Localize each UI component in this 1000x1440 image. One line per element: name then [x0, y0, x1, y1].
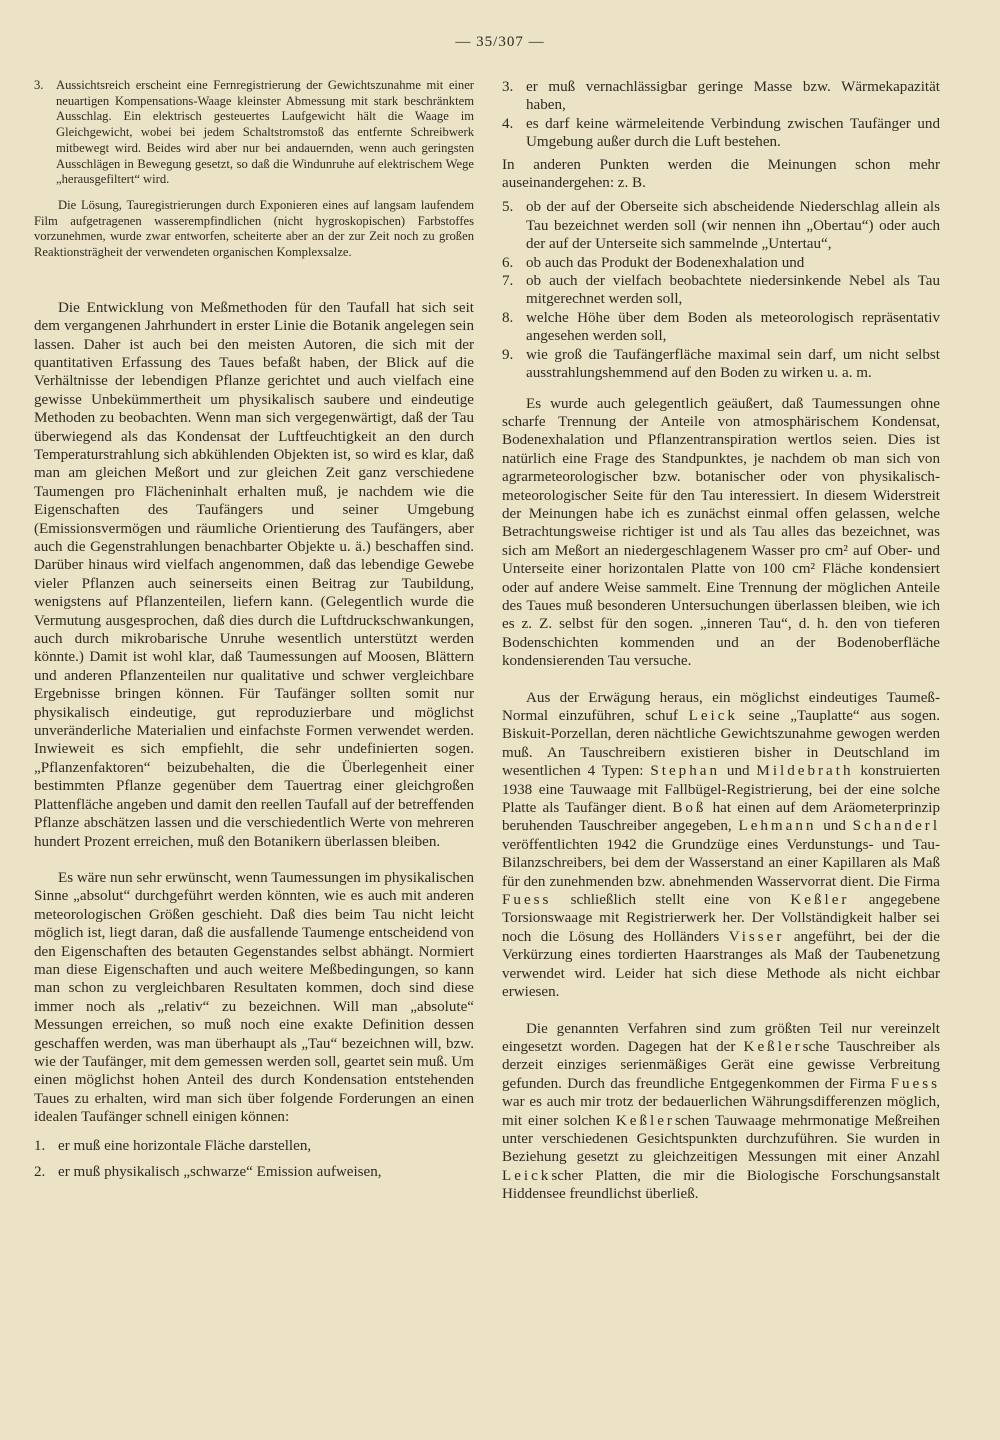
list-number: 2. [34, 1164, 46, 1181]
author-name: Boß [672, 800, 707, 817]
paragraph: Die Entwicklung von Meßmethoden für den Taufall hat sich seit dem vergangenen Jahrhundert in erster Linie die Botanik angelegen sein lassen. Daher ist auch bei den meisten Autoren, die sich mit der quantitativen Erfassung des Taues befaßt haben, der Blick auf die Verhältnisse der lebendigen Pflanze gerichtet und auch vielfach eine gewisse Unbekümmertheit um physikalisch saubere und eindeutige Methoden zu beobachten. Wenn man sich vergegenwärtigt, daß der Tau überwiegend als das Kondensat der Luftfeuchtigkeit an den durch Temperaturstrahlung sich abkühlenden Objekten ist, so wird es klar, daß man am gleichen Meßort und zur gleichen Zeit ganz verschiedene Taumengen pro Flächeninhalt erhalten muß, je nachdem wie die Eigenschaften des Taufängers und seiner Umgebung (Emissionsvermögen und räumliche Orientierung des Taufängers, aber auch die Gegenstrahlungen benachbarter Objekte u. ä.) beschaffen sind. Darüber hinaus wird vielfach angenommen, daß das lebendige Gewebe vieler Pflanzen auch seinerseits einen Beitrag zur Taubildung, wenigstens auf Pflanzenteilen, liefern kann. (Gelegentlich wurde die Vermutung ausgesprochen, daß dies durch die Luftdruckschwankungen, auch durch mikrobarische Unruhe wesentlich unterstützt werden könnte.) Damit ist wohl klar, daß Taumessungen auf Moosen, Blättern und anderen Pflanzenteilen nur qualitative und schwer vergleichbare Ergebnisse bringen können. Für Taufänger sollten somit nur physikalisch eindeutige, gut reproduzierbare und möglichst unveränderliche Materialien und einfachste Formen verwendet werden. Inwieweit es sich empfiehlt, die sehr undefinierten sogen. „Pflanzenfaktoren“ beizubehalten, die die Überlegenheit einer bestimmten Pflanze gegenüber dem Tauertrag einer gleichgroßen Plattenfläche angeben und damit den reellen Taufall auf der betreffenden Pflanze abschätzen lassen und die verschiedentlich Werte von mehreren hundert Prozent erreichen, muß den Botanikern überlassen bleiben. [34, 299, 474, 850]
list-number: 8. [502, 309, 514, 326]
small-note: Die Lösung, Tauregistrierungen durch Exponieren eines auf langsam laufendem Film aufgetragenen wasserempfindlichen (nicht hygroskopischen) Farbstoffes vorzunehmen, wurde zwar entworfen, scheiterte aber an der zur Zeit noch zu großen Reaktionsträgheit der verwendeten organischen Komplexsalze. [34, 197, 474, 260]
list-text: ob auch der vielfach beobachtete niedersinkende Nebel als Tau mitgerechnet werden soll, [526, 273, 940, 308]
list-number: 5. [502, 199, 514, 216]
author-name: Keßler [790, 892, 850, 909]
author-name: Lehmann [738, 818, 817, 835]
author-name: Fuess [502, 892, 552, 909]
list-item [34, 1163, 474, 1181]
list-number: 1. [34, 1137, 46, 1154]
author-name: Schanderl [852, 818, 941, 835]
list-number: 6. [502, 254, 514, 271]
paragraph: In anderen Punkten werden die Meinungen schon mehr auseinandergehen: z. B. [502, 156, 940, 192]
paragraph: Es wäre nun sehr erwünscht, wenn Taumessungen im physikalischen Sinne „absolut“ durchgeführt werden könnten, wie es auch mit anderen meteorologischen Größen geschieht. Daß dies beim Tau nicht leicht möglich ist, liegt daran, daß die ausfallende Taumenge entscheidend von den Eigenschaften des betauten Gegenstandes selbst abhängt. Normiert man diese Eigenschaften und auch weitere Meßbedingungen, so kann man schon zu vergleichbaren Resultaten kommen, doch sind diese immer noch als „relativ“ zu bezeichnen. Will man „absolute“ Messungen erreichen, so muß noch eine exakte Definition dessen geschaffen werden, was man überhaupt als „Tau“ bezeichnen will, bzw. wie der Taufänger, mit dem gemessen werden soll, geartet sein muß. Um einen möglichst hohen Anteil des durch Kondensation entstehenden Taues zu erhalten, wird man sich über folgende Forderungen an einen idealen Taufänger schnell einigen können: [34, 869, 474, 1126]
paragraph: Die genannten Verfahren sind zum größten Teil nur vereinzelt eingesetzt worden. Dagegen hat der Keßlersche Tauschreiber als derzeit einziges serienmäßiges Gerät eine gewisse Verbreitung gefunden. Durch das freundliche Entgegenkommen der Firma Fuess war es auch mir trotz der bedauerlichen Währungsdifferenzen möglich, mit einer solchen Keßlerschen Tauwaage mehrmonatige Meßreihen unter verschiedenen Gesichtspunkten durchzuführen. Sie wurden in Beziehung gesetzt zu gleichzeitigen Messungen mit einer Anzahl Leickscher Platten, die mir die Biologische Forschungsanstalt Hiddensee freundlichst überließ. [502, 1020, 940, 1203]
list-item [502, 115, 940, 152]
author-name: Leick [688, 708, 738, 724]
right-column [502, 78, 940, 1204]
list-text: es darf keine wärmeleitende Verbindung zwischen Taufänger und Umgebung außer durch die Luft bestehen. [526, 115, 940, 151]
list-text: Aussichtsreich erscheint eine Fernregistrierung der Gewichtszunahme mit einer neuartigen Kompensations-Waage kleinster Abmessung mit stark beschränktem Ausschlag. Ein elektrisch gesteuertes Laufgewicht hält die Waage im Gleichgewicht, wobei bei jedem Schaltstromstoß das entfernte Schreibwerk mitbewegt wird. Beides wird aber nur bei andauernden, wenn auch geringsten Ausschlägen in Bewegung gesetzt, so daß die Windunruhe auf elektrischem Wege „herausgefiltert“ wird. [56, 78, 474, 187]
author-name: Stephan [650, 763, 721, 780]
list-text: er muß vernachlässigbar geringe Masse bzw. Wärmekapazität haben, [526, 79, 940, 114]
author-name: Visser [728, 928, 785, 945]
paragraph: Es wurde auch gelegentlich geäußert, daß Taumessungen ohne scharfe Trennung der Anteile von atmosphärischem Kondensat, Bodenexhalation und Pflanzentranspiration wertlos seien. Dies ist natürlich eine Frage des Standpunktes, je nachdem ob man sich von agrarmeteorologischer bzw. botanischer oder von physikalisch-meteorologischer Seite für den Tau interessiert. In diesem Widerstreit der Meinungen habe ich es zunächst einmal offen gelassen, welche Betrachtungsweise richtiger ist und als Tau alles das bezeichnet, was sich am Meßort an niedergeschlagenem Wasser pro cm² auf Ober- und Unterseite einer horizontalen Platte von 100 cm² Fläche kondensiert oder auf andere Weise sammelt. Eine Trennung der möglichen Anteile des Taues muß besonderen Untersuchungen überlassen bleiben, wie ich es z. Z. selbst für den sogen. „inneren Tau“, d. h. den von tieferen Bodenschichten kommenden und an der Bodenoberfläche kondensierenden Tau versuche. [502, 395, 940, 670]
author-name: Mildebrath [756, 763, 854, 780]
list-number: 4. [502, 115, 514, 132]
list-item [502, 309, 940, 346]
author-name: Fuess [890, 1075, 940, 1092]
list-text: ob auch das Produkt der Bodenexhalation und [526, 254, 805, 271]
list-item [502, 78, 940, 115]
list-text: er muß eine horizontale Fläche darstellen, [58, 1137, 312, 1154]
list-item [502, 198, 940, 253]
list-item [34, 78, 474, 188]
list-text: er muß physikalisch „schwarze“ Emission aufweisen, [58, 1164, 382, 1181]
list-item [502, 254, 940, 272]
author-name: Keßler [743, 1038, 803, 1055]
list-number: 7. [502, 273, 514, 290]
list-text: ob der auf der Oberseite sich abscheidende Niederschlag allein als Tau bezeichnet werden soll (wir nennen ihn „Obertau“) oder auch der auf der Unterseite sich sammelnde „Untertau“, [526, 199, 940, 253]
paragraph: Aus der Erwägung heraus, ein möglichst eindeutiges Taumeß-Normal einzuführen, schuf Leick seine „Tauplatte“ aus sogen. Biskuit-Porzellan, deren nächtliche Gewichtszunahme gewogen werden muß. An Tauschreibern existieren bisher in Deutschland im wesentlichen 4 Typen: Stephan und Mildebrath konstruierten 1938 eine Tauwaage mit Fallbügel-Registrierung, bei der eine solche Platte als Taufänger dient. Boß hat einen auf dem Aräometerprinzip beruhenden Tauschreiber angegeben, Lehmann und Schanderl veröffentlichten 1942 die Grundzüge eines Verdunstungs- und Tau-Bilanzschreibers, bei dem der Wasserstand an einer Kapillaren als Maß für den zunehmenden bzw. abnehmenden Wasservorrat dient. Die Firma Fuess schließlich stellt eine von Keßler angegebene Torsionswaage mit Registrierwerk her. Der Vollständigkeit halber sei noch die Lösung des Holländers Visser angeführt, bei der die Verkürzung eines tordierten Haarstranges als Maß der Taubenetzung verwendet wird. Leider hat sich diese Methode als nicht eichbar erwiesen. [502, 689, 941, 1001]
left-column [34, 78, 474, 1181]
list-item [34, 1137, 474, 1155]
list-item [502, 272, 940, 309]
list-number: 3. [34, 78, 44, 92]
page-number: — 35/307 — [455, 34, 545, 50]
author-name: Leick [502, 1167, 552, 1184]
author-name: Keßler [615, 1112, 675, 1129]
list-number: 9. [502, 346, 514, 363]
list-text: welche Höhe über dem Boden als meteorologisch repräsentativ angesehen werden soll, [526, 309, 940, 345]
list-text: wie groß die Taufängerfläche maximal sein darf, um nicht selbst ausstrahlungshemmend auf den Boden zu wirken u. a. m. [526, 346, 940, 382]
list-number: 3. [502, 79, 514, 95]
list-item [502, 346, 940, 383]
